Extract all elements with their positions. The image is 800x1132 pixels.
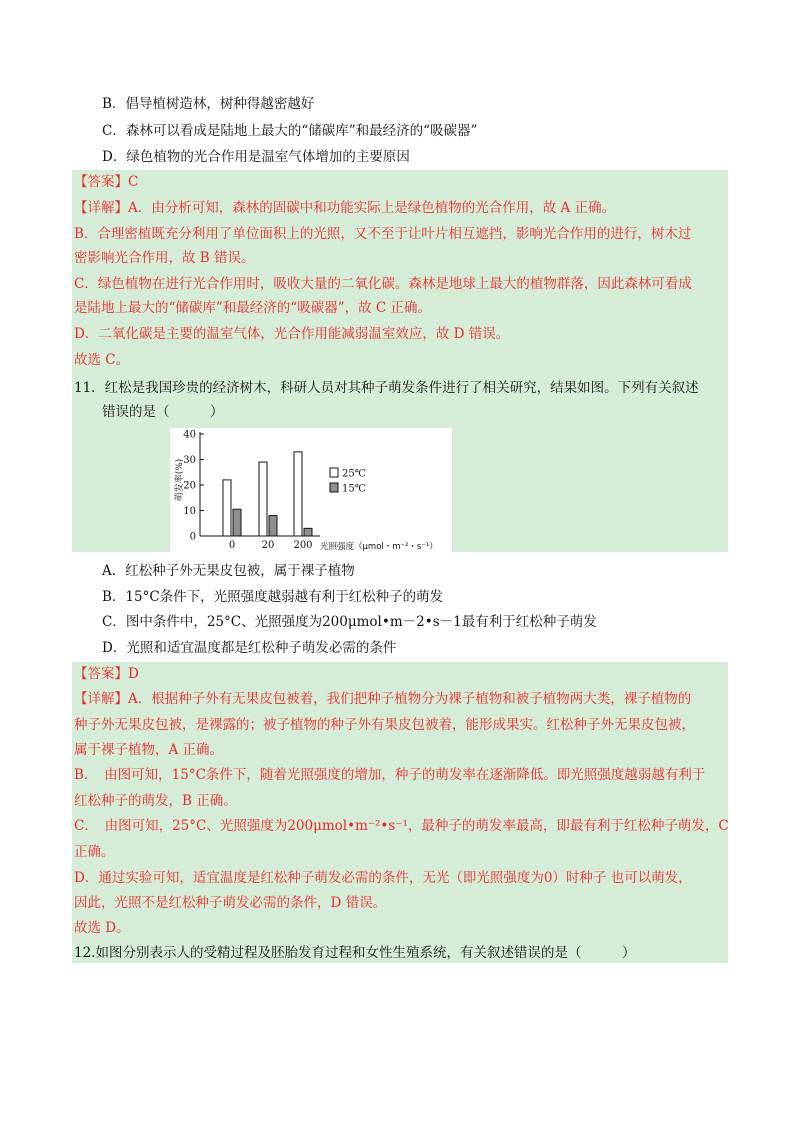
- legend-label-15c: 15℃: [342, 483, 366, 495]
- q11-explain-line: B． 由图可知，15°C条件下，随着光照强度的增加，种子的萌发率在逐渐降低。即光照强度越弱越有利于: [74, 767, 706, 783]
- y-tick-label: 40: [183, 429, 196, 441]
- q10-explain-line: B．合理密植既充分利用了单位面积上的光照，又不至于让叶片相互遮挡，影响光合作用的进行，树木过: [74, 226, 692, 242]
- q11-option-d: D．光照和适宜温度都是红松种子萌发必需的条件: [102, 640, 397, 656]
- q11-option-c: C．图中条件中，25°C、光照强度为200μmol•m－2•s－1最有利于红松种子萌发: [102, 614, 597, 630]
- q11-explain-line: 属于裸子植物，A 正确。: [74, 742, 224, 758]
- y-tick-label: 20: [183, 480, 196, 492]
- chart-svg: [170, 428, 452, 552]
- q11-explain-line: 红松种子的萌发，B 正确。: [74, 793, 237, 809]
- legend-swatch-15c: [330, 483, 338, 492]
- q10-explain-line: 【详解】A．由分析可知，森林的固碳中和功能实际上是绿色植物的光合作用，故 A 正确。: [74, 200, 616, 216]
- q10-option-c: C．森林可以看成是陆地上最大的“储碳库”和最经济的“吸碳器”: [102, 123, 478, 139]
- q10-option-d: D．绿色植物的光合作用是温室气体增加的主要原因: [102, 149, 410, 165]
- x-tick-label: 20: [261, 540, 275, 551]
- q11-option-b: B．15°C条件下，光照强度越弱越有利于红松种子的萌发: [102, 589, 444, 605]
- q11-explain-line: C． 由图可知，25°C、光照强度为200μmol•m⁻²•s⁻¹，最种子的萌发率最高，即最有利于红松种子萌发，C: [74, 818, 729, 834]
- y-tick-label: 0: [189, 531, 196, 543]
- legend-swatch-25c: [330, 468, 338, 477]
- q10-explain-line: 是陆地上最大的“储碳库”和最经济的“吸碳器”，故 C 正确。: [74, 300, 432, 316]
- q10-explain-line: D．二氧化碳是主要的温室气体，光合作用能减弱温室效应，故 D 错误。: [74, 326, 510, 342]
- q11-explain-line: 正确。: [74, 844, 115, 860]
- bar-15c: [304, 528, 312, 536]
- q10-option-b: B．倡导植树造林，树种得越密越好: [102, 96, 315, 112]
- bar-25c: [294, 452, 302, 536]
- y-tick-label: 10: [183, 506, 196, 517]
- q11-answer: 【答案】D: [74, 666, 139, 682]
- bar-25c: [223, 480, 231, 536]
- q10-explain-line: C．绿色植物在进行光合作用时，吸收大量的二氧化碳。森林是地球上最大的植物群落，因此森林可看成: [74, 276, 692, 292]
- q11-stem: 11．红松是我国珍贵的经济树木，科研人员对其种子萌发条件进行了相关研究，结果如图。下列有关叙述: [74, 380, 699, 396]
- q11-option-a: A．红松种子外无果皮包被，属于裸子植物: [102, 563, 355, 579]
- q10-explain-line: 故选 C。: [74, 352, 130, 368]
- x-tick-label: 200: [293, 540, 313, 551]
- germination-chart: [170, 428, 452, 552]
- legend-label-25c: 25℃: [342, 468, 366, 480]
- bar-25c: [259, 462, 267, 536]
- q11-explain-line: 【详解】A．根据种子外有无果皮包被着，我们把种子植物分为裸子植物和被子植物两大类，裸子植物的: [74, 691, 692, 707]
- y-tick-label: 30: [183, 455, 196, 466]
- q12-stem: 12.如图分别表示人的受精过程及胚胎发育过程和女性生殖系统，有关叙述错误的是（ ）: [74, 945, 636, 961]
- q11-explain-line: 故选 D。: [74, 920, 130, 936]
- q10-explain-line: 密影响光合作用，故 B 错误。: [74, 250, 255, 266]
- q11-stem-cont: 错误的是（ ）: [102, 404, 224, 420]
- bar-15c: [233, 509, 241, 536]
- x-tick-label: 0: [228, 540, 236, 551]
- q10-answer: 【答案】C: [74, 174, 139, 190]
- q11-explain-line: 种子外无果皮包被，是裸露的；被子植物的种子外有果皮包被着，能形成果实。红松种子外无果皮包被，: [74, 717, 695, 733]
- y-axis-label: 萌发率(%): [175, 458, 185, 502]
- bar-15c: [269, 516, 277, 536]
- q11-explain-line: D．通过实验可知，适宜温度是红松种子萌发必需的条件，无光（即光照强度为0）时种子 也可以萌发，: [74, 870, 692, 886]
- q11-explain-line: 因此，光照不是红松种子萌发必需的条件，D 错误。: [74, 895, 387, 911]
- x-axis-label: 光照强度（μmol・m⁻²・s⁻¹）: [320, 542, 438, 552]
